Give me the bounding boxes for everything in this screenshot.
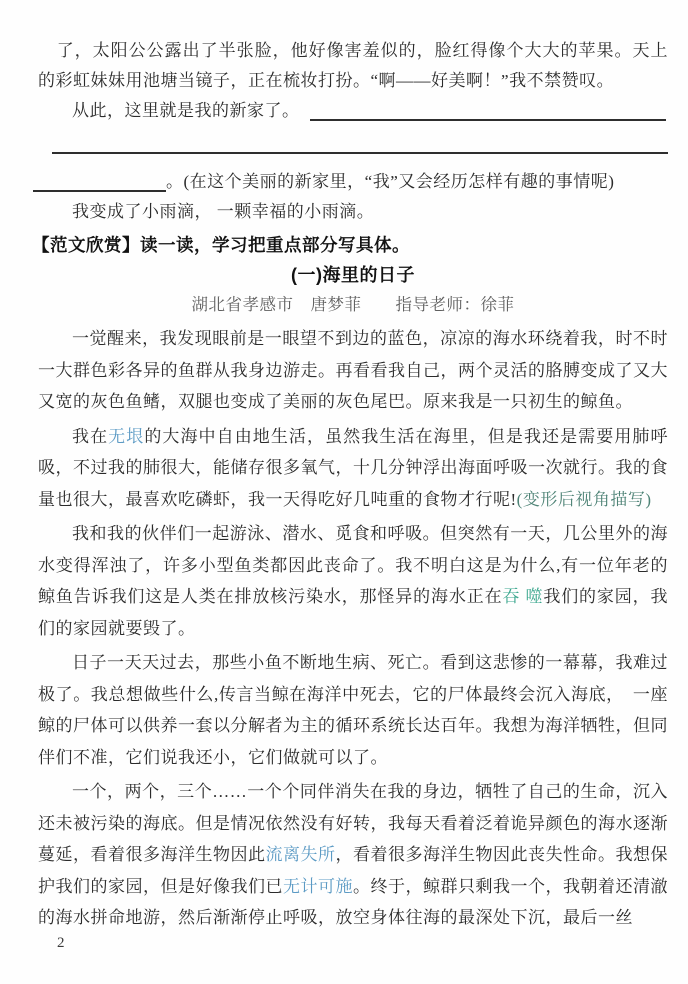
text-run: 日子一天天过去，那些小鱼不断地生病、死亡。看到这悲惨的一幕幕，我难过极了。我总想做些什么,传言当鲸在海洋中死去，它的尸体最终会沉入海底， 一座鲸的尸体可以供养一套以分解者为主的循环系统长达百年。我想为海洋牺牲，但同伴们不准，它们说我还小，它们做就可以了。 bbox=[38, 653, 668, 767]
section-heading: 【范文欣赏】读一读，学习把重点部分写具体。 bbox=[32, 235, 410, 255]
highlighted-phrase: 流离失所 bbox=[265, 845, 336, 864]
sentence-with-answer-blank bbox=[38, 96, 668, 126]
essay-paragraph-5 bbox=[38, 776, 668, 934]
text-run: 一觉醒来，我发现眼前是一眼望不到边的蓝色，凉凉的海水环绕着我，时不时一大群色彩各异的鱼群从我身边游走。再看看我自己，两个灵活的胳膊变成了又大又宽的灰色鱼鳍，双腿也变成了美丽的灰色尾巴。原来我是一只初生的鲸鱼。 bbox=[38, 329, 668, 411]
hint-text: 。(在这个美丽的新家里，“我”又会经历怎样有趣的事情呢) bbox=[166, 172, 615, 191]
highlighted-phrase: 无计可施 bbox=[283, 876, 353, 896]
essay-paragraph-3 bbox=[38, 518, 668, 644]
highlighted-phrase: (变形后视角描写) bbox=[516, 489, 652, 509]
essay-byline: 湖北省孝感市 唐梦菲 指导老师：徐菲 bbox=[191, 295, 515, 314]
essay-paragraph-1 bbox=[38, 323, 668, 418]
text-run: 。终于，鲸群只剩我一个，我朝着还清澈的海水拼命地游，然后渐渐停止呼吸，放空身体往海的最深处下沉，最后一丝 bbox=[38, 876, 668, 927]
text-run: 的大海中自由地生活，虽然我生活在海里，但是我还是需要用肺呼吸，不过我的肺很大，能储存很多氧气，十几分钟浮出海面呼吸一次就行。我的食量也很大，最喜欢吃磷虾，我一天得吃好几吨重的食物才行呢! bbox=[38, 426, 668, 509]
text-run: 我和我的伙伴们一起游泳、潜水、觅食和呼吸。但突然有一天，几公里外的海水变得浑浊了，许多小型鱼类都因此丧命了。我不明白这是为什么,有一位年老的鲸鱼告诉我们这是人类在排放核污染水，那怪异的海水正在 bbox=[38, 524, 668, 606]
blank-with-hint bbox=[38, 167, 668, 197]
essay-title: (一)海里的日子 bbox=[291, 265, 415, 285]
text-run: 我在 bbox=[72, 426, 109, 446]
highlighted-phrase: 无垠 bbox=[108, 426, 145, 446]
essay-body bbox=[38, 323, 668, 934]
essay-paragraph-4 bbox=[38, 647, 668, 773]
text-run: ，看着很多海洋生物因此丧失性命。我想保护我们的家园，但是好像我们已 bbox=[38, 845, 668, 896]
continuation-paragraph: 了，太阳公公露出了半张脸，他好像害羞似的，脸红得像个大大的苹果。天上的彩虹妹妹用池塘当镜子，正在梳妆打扮。“啊——好美啊！”我不禁赞叹。 bbox=[38, 41, 668, 90]
closing-line: 我变成了小雨滴， 一颗幸福的小雨滴。 bbox=[72, 202, 375, 221]
essay-paragraph-2 bbox=[38, 421, 668, 516]
text-run: 我们的家园，我们的家园就要毁了。 bbox=[38, 587, 669, 638]
sentence-text: 从此，这里就是我的新家了。 bbox=[72, 101, 300, 120]
answer-blank-line-3 bbox=[33, 190, 166, 192]
page-number: 2 bbox=[57, 935, 65, 951]
highlighted-phrase: 吞 噬 bbox=[502, 587, 544, 606]
answer-blank-line-1 bbox=[310, 96, 667, 121]
answer-blank-line-2 bbox=[52, 152, 668, 154]
text-run: 一个，两个，三个……一个个同伴消失在我的身边，牺牲了自己的生命，沉入还未被污染的海底。但是情况依然没有好转，我每天看着泛着诡异颜色的海水逐渐蔓延，看着很多海洋生物因此 bbox=[38, 782, 668, 864]
